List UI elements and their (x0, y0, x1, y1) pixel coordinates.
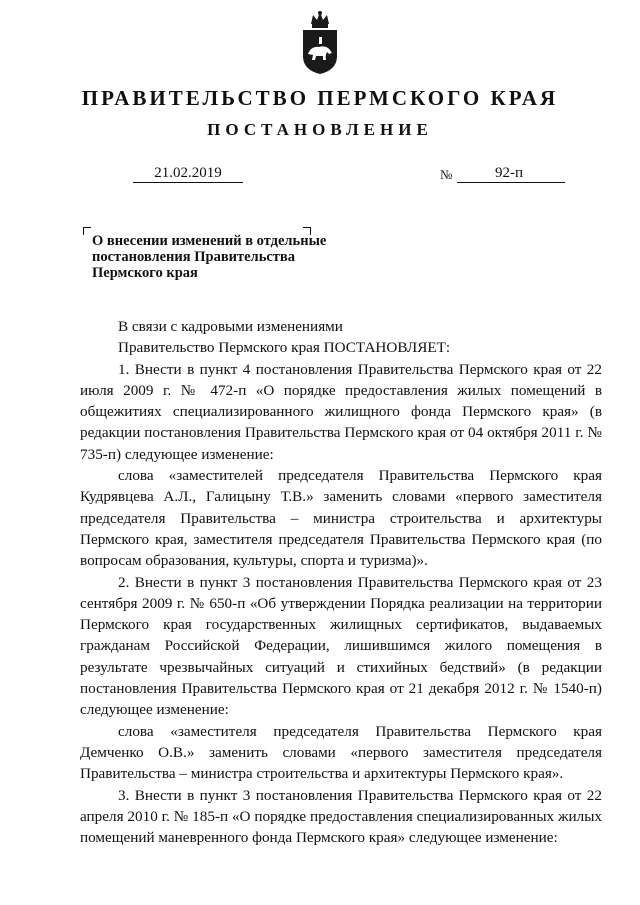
document-number: 92-п (495, 165, 524, 181)
coat-of-arms-icon (299, 10, 341, 76)
document-body (80, 316, 602, 848)
paragraph: 1. Внести в пункт 4 постановления Правительства Пермского края от 22 июля 2009 г. № 472-п «О порядке предоставления жилых помещений в общежитиях специализированного жилищного фонда Пермского края» (в редакции постановления Правительства Пермского края от 04 октября 2011 г. № 735-п) следующее изменение: (80, 360, 602, 463)
paragraph: 2. Внести в пункт 3 постановления Правительства Пермского края от 23 сентября 2009 г. № 650-п «Об утверждении Порядка реализации на территории Пермского края государственных жилищных сертификатов, выдаваемых гражданам Российской Федерации, лишившимся жилого помещения в результате чрезвычайных ситуаций и стихийных бедствий» (в редакции постановления Правительства Пермского края от 21 декабря 2012 г. № 1540-п) следующее изменение: (80, 573, 602, 719)
paragraph: Правительство Пермского края ПОСТАНОВЛЯЕТ: (118, 339, 451, 357)
paragraph: слова «заместителя председателя Правительства Пермского края Демченко О.В.» заменить словами «первого заместителя председателя Правительства – министра строительства и архитектуры Пермского края». (80, 722, 602, 783)
page-title: ПРАВИТЕЛЬСТВО ПЕРМСКОГО КРАЯ (81, 86, 559, 110)
document-number-field (457, 165, 565, 183)
paragraph: В связи с кадровыми изменениями (118, 318, 343, 335)
paragraph: 3. Внести в пункт 3 постановления Правительства Пермского края от 22 апреля 2010 г. № 185-п «О порядке предоставления специализированных жилых помещений маневренного фонда Пермского края» следующее изменение: (80, 786, 602, 847)
subject-bracket-left (83, 227, 91, 235)
crown-icon (311, 11, 329, 28)
paragraph: слова «заместителей председателя Правительства Пермского края Кудрявцева А.Л., Галицыну Т.В.» заменить словами «первого заместителя председателя Правительства – министра строительства и архитектуры Пермского края, заместителя председателя Правительства Пермского края (по вопросам образования, культуры, спорта и туризма)». (80, 467, 602, 570)
subject-line: О внесении изменений в отдельные (92, 233, 327, 249)
document-date: 21.02.2019 (133, 165, 243, 183)
number-sign: № (440, 167, 453, 182)
subject-line: постановления Правительства (92, 249, 295, 265)
document-subject (92, 233, 372, 281)
document-type: ПОСТАНОВЛЕНИЕ (207, 120, 433, 139)
subject-line: Пермского края (92, 265, 198, 281)
